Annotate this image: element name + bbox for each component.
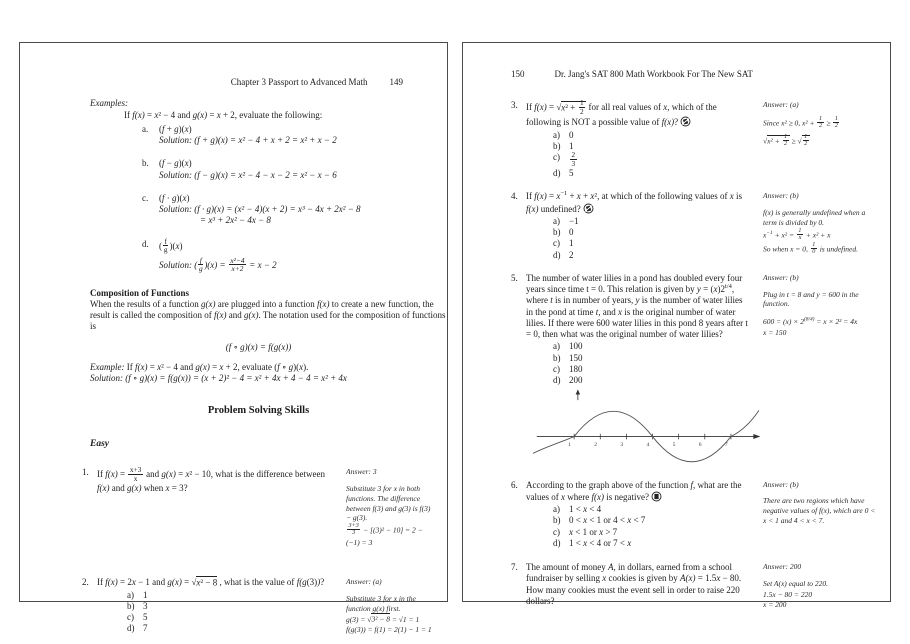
item-label: d. xyxy=(142,238,149,249)
example-item-a xyxy=(142,124,435,135)
choice-letter: a) xyxy=(553,215,560,226)
question-5 xyxy=(511,273,880,387)
choice-value: 1 xyxy=(569,238,574,249)
answer-explanation: $600 = (x) \times 2^{(8/4)} = x \times 2^2 = 4x$ xyxy=(763,316,858,327)
example-item-d xyxy=(142,236,435,255)
solution-line: Solution: (f − g)(x) = x² − 4 − x − 2 = x² − x − 6 xyxy=(159,169,337,180)
choice-c xyxy=(553,152,751,168)
composition-heading: Composition of Functions xyxy=(90,287,190,298)
choice-value: 100 xyxy=(569,341,583,352)
answer-explanation: Substitute 3 for x in both functions. The difference between f(3) and g(3) is f(3) − g(3). xyxy=(346,484,431,523)
tick-label: 5 xyxy=(672,442,676,449)
choice-value: 200 xyxy=(569,375,583,386)
solution-line: Solution: (f · g)(x) = (x² − 4)(x + 2) = x³ − 4x + 2x² − 8 xyxy=(159,204,361,214)
choice-value: −1 xyxy=(569,215,579,226)
choice-c xyxy=(127,612,334,623)
choice-letter: a) xyxy=(553,504,560,515)
choice-b xyxy=(553,227,751,238)
page-header xyxy=(463,43,890,80)
choice-value: 0 xyxy=(569,129,574,140)
choice-value: 5 xyxy=(143,612,148,623)
question-text: The amount of money A, in dollars, earned from a school fundraiser by selling x cookies is given by A(x) = 1.5x − 80. How many cookies must the event sell in order to raise 220 dollars? xyxy=(526,562,742,606)
choices xyxy=(553,130,751,180)
solution-line: Solution: (f ∘ g)(x) = f(g(x)) = (x + 2)² − 4 = x² + 4x + 4 − 4 = x² + 4x xyxy=(90,373,347,384)
choice-letter: a) xyxy=(127,589,134,600)
choice-letter: b) xyxy=(553,352,561,363)
question-text: If $f(x) = x^{-1} + x + x^2$, at which of the following values of x is f(x) undefined? xyxy=(526,190,743,214)
choice-b xyxy=(553,141,751,152)
question-number: 3. xyxy=(511,100,518,111)
choices xyxy=(553,216,751,261)
choice-d xyxy=(553,168,751,179)
item-expression: (f + g)(x) xyxy=(159,123,192,134)
choice-d xyxy=(553,250,751,261)
choice-value: $\frac{2}{3}$ xyxy=(571,150,576,168)
answer-explanation: x = 200 xyxy=(763,600,787,610)
choice-d xyxy=(127,623,334,634)
answer-column xyxy=(334,577,435,635)
question-7 xyxy=(511,562,880,610)
answer-column xyxy=(334,467,435,547)
choice-letter: d) xyxy=(553,375,561,386)
answer-explanation: Substitute 3 for x in the function g(x) first. xyxy=(346,594,416,613)
question-text: According to the graph above of the function f, what are the values of x where f(x) is negative? xyxy=(526,479,742,502)
no-calculator-icon xyxy=(680,116,691,127)
answer-label: Answer: (a) xyxy=(763,100,799,110)
choices xyxy=(553,341,751,386)
item-label: a. xyxy=(142,123,149,134)
item-label: b. xyxy=(142,158,149,169)
answer-label: Answer: (b) xyxy=(763,191,799,201)
choice-letter: a) xyxy=(553,129,560,140)
item-expression: (f − g)(x) xyxy=(159,158,192,169)
answer-explanation: √x² + $\frac{1}{2}$ ≥ √ $\frac{1}{2}$ xyxy=(763,135,880,149)
question-text: The number of water lilies in a pond has doubled every four years since time t = 0. This relation is given by $y = (x)2^{t/4}$, where t is in number of years, y is the number of water lilies in the pond at time t, and x is the original number of water lilies. If there were 600 water lilies in this pond 8 years after t = 0, then what was the original number of water lilies? xyxy=(526,272,748,340)
tick-label: 6 xyxy=(698,442,702,449)
choice-value: 150 xyxy=(569,352,583,363)
answer-explanation: Plug in t = 8 and y = 600 in the function. xyxy=(763,289,859,309)
choice-a xyxy=(553,216,751,227)
choice-value: 1 < x < 4 or 7 < x xyxy=(569,537,632,548)
choice-letter: b) xyxy=(553,227,561,238)
question-text: If f(x) = $\frac{x+3}{x}$ and g(x) = x² − 10, what is the difference between f(x) and g(x) when x = 3? xyxy=(97,465,326,494)
answer-label: Answer: (a) xyxy=(346,577,382,587)
up-arrow-mark xyxy=(576,390,580,401)
chapter-title: Chapter 3 Passport to Advanced Math xyxy=(230,77,368,87)
difficulty-label-easy: Easy xyxy=(90,439,109,450)
choice-value: 1 xyxy=(143,589,148,600)
no-calculator-icon xyxy=(583,203,594,214)
choice-value: 2 xyxy=(569,249,574,260)
choice-letter: d) xyxy=(127,623,135,634)
page-number: 149 xyxy=(389,77,403,87)
choice-b xyxy=(553,353,751,364)
choice-letter: d) xyxy=(553,249,561,260)
answer-explanation: g(3) = √3² − 8 = √1 = 1 xyxy=(346,614,420,624)
choice-value: 7 xyxy=(143,623,148,634)
question-number: 1. xyxy=(82,467,89,478)
tick-label: 4 xyxy=(646,442,650,449)
answer-label: Answer: 200 xyxy=(763,562,802,572)
composition-paragraph: When the results of a function g(x) are plugged into a function f(x) to create a new function, the result is called the composition of f(x) and g(x). The notation used for the composition of functions is xyxy=(90,298,446,332)
examples-intro: If f(x) = x² − 4 and g(x) = x + 2, evaluate the following: xyxy=(124,109,323,120)
item-label: c. xyxy=(142,192,149,203)
choice-c xyxy=(553,364,751,375)
answer-explanation: $x^{-1} + x^2$ = $\frac{1}{x}$ + x² + x xyxy=(763,227,831,241)
question-2 xyxy=(82,577,435,635)
function-graph xyxy=(525,388,880,475)
choice-value: 180 xyxy=(569,363,583,374)
answer-column xyxy=(751,100,880,148)
answer-explanation: f(x) is generally undefined when a term is divided by 0. xyxy=(763,208,866,227)
calculator-icon xyxy=(651,491,662,502)
question-text: If f(x) = √x² + $\frac{1}{2}$ for all real values of x, which of the following is NOT a possible value of f(x)? xyxy=(526,98,717,128)
answer-explanation: 1.5x − 80 = 220 xyxy=(763,589,813,599)
answer-explanation: $\frac{3+3}{3}$ − [(3)² − 10] = 2 − (−1) = 3 xyxy=(346,523,423,547)
choice-letter: b) xyxy=(553,515,561,526)
answer-explanation: x = 150 xyxy=(763,327,787,337)
item-expression: ( $\frac{f}{g}$ )(x) xyxy=(159,236,183,255)
choice-letter: b) xyxy=(553,140,561,151)
page-right xyxy=(462,42,891,610)
choice-value: 1 < x < 4 xyxy=(569,504,602,515)
choice-letter: c) xyxy=(553,526,560,537)
choice-letter: c) xyxy=(553,238,560,249)
x-axis xyxy=(537,434,761,448)
choice-a xyxy=(553,504,751,515)
page-header xyxy=(20,43,447,88)
page-left xyxy=(19,42,448,635)
choices xyxy=(127,590,334,635)
tick-label: 3 xyxy=(620,442,624,449)
page-number: 150 xyxy=(511,69,525,79)
question-number: 5. xyxy=(511,272,518,283)
book-title: Dr. Jang's SAT 800 Math Workbook For The New SAT xyxy=(554,69,753,79)
composition-formula: (f ∘ g)(x) = f(g(x)) xyxy=(225,341,292,352)
question-number: 2. xyxy=(82,577,89,588)
question-number: 7. xyxy=(511,562,518,573)
choice-letter: c) xyxy=(553,363,560,374)
choice-d xyxy=(553,375,751,386)
answer-column xyxy=(751,191,880,256)
choice-c xyxy=(553,238,751,249)
solution-line: Solution: (f + g)(x) = x² − 4 + x + 2 = x² + x − 2 xyxy=(159,135,337,145)
choice-value: 3 xyxy=(143,600,148,611)
choice-letter: c) xyxy=(127,612,134,623)
choice-letter: b) xyxy=(127,600,135,611)
answer-label: Answer: (b) xyxy=(763,272,799,282)
choice-c xyxy=(553,527,751,538)
question-1 xyxy=(82,467,435,547)
choice-b xyxy=(127,601,334,612)
choice-a xyxy=(553,130,751,141)
choices xyxy=(553,504,751,549)
answer-column xyxy=(751,480,880,526)
answer-label: Answer: (b) xyxy=(763,479,799,489)
choice-d xyxy=(553,538,751,549)
item-expression: (f · g)(x) xyxy=(159,192,190,203)
choice-a xyxy=(127,590,334,601)
answer-explanation: Since x² ≥ 0, x² + $\frac{1}{2}$ ≥ $\frac{1}{2}$ xyxy=(763,116,838,130)
answer-label: Answer: 3 xyxy=(346,467,377,477)
choice-a xyxy=(553,341,751,352)
question-3 xyxy=(511,100,880,179)
tick-label: 7 xyxy=(724,442,728,449)
question-text: If f(x) = 2x − 1 and g(x) = √x² − 8 , what is the value of f(g(3))? xyxy=(97,577,325,588)
example-item-c xyxy=(142,193,435,204)
choice-letter: c) xyxy=(553,152,560,163)
tick-label: 2 xyxy=(594,442,597,449)
question-number: 4. xyxy=(511,191,518,202)
choice-letter: a) xyxy=(553,341,560,352)
answer-explanation: f(g(3)) = f(1) = 2(1) − 1 = 1 xyxy=(346,625,432,635)
choice-value: x < 1 or x > 7 xyxy=(569,526,618,537)
question-4 xyxy=(511,191,880,261)
choice-value: 0 < x < 1 or 4 < x < 7 xyxy=(569,515,646,526)
answer-explanation: There are two regions which have negative values of f(x), which are 0 < x < 1 and 4 < x < 7. xyxy=(763,496,876,525)
choice-value: 0 xyxy=(569,227,574,238)
example-line: Example: If f(x) = x² − 4 and g(x) = x + 2, evaluate (f ∘ g)(x). xyxy=(90,361,309,372)
solution-line: Solution: ( $\frac{f}{g}$ )(x) = $\frac{\text{x²−4}}{x+2}$ = x − 2 xyxy=(159,255,277,274)
tick-label: 1 xyxy=(568,442,571,449)
solution-line: = x³ + 2x² − 4x − 8 xyxy=(200,215,271,226)
choice-b xyxy=(553,515,751,526)
answer-column xyxy=(751,273,880,338)
example-item-b xyxy=(142,158,435,169)
question-number: 6. xyxy=(511,479,518,490)
question-6 xyxy=(511,480,880,550)
sine-curve xyxy=(533,411,759,462)
answer-explanation: So when x = 0, $\frac{1}{0}$ is undefined. xyxy=(763,242,859,256)
section-heading-problem-solving-skills: Problem Solving Skills xyxy=(207,405,310,417)
examples-label: Examples: xyxy=(90,98,128,109)
answer-column xyxy=(751,562,880,610)
choice-value: 1 xyxy=(569,140,574,151)
choice-value: 5 xyxy=(569,168,574,179)
choice-letter: d) xyxy=(553,537,561,548)
choice-letter: d) xyxy=(553,168,561,179)
answer-explanation: Set A(x) equal to 220. xyxy=(763,578,829,588)
